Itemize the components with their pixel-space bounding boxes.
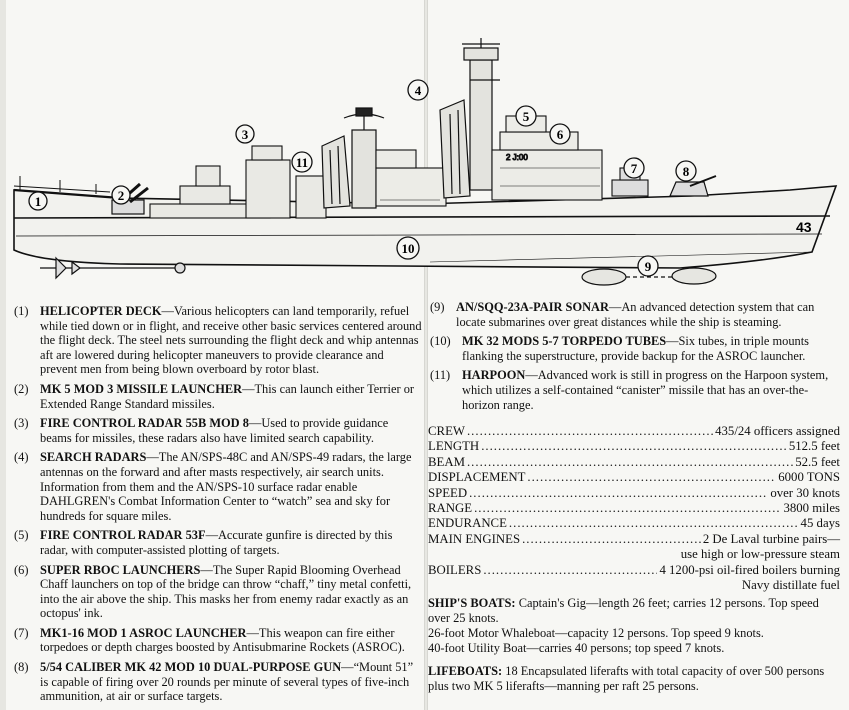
spec-row-boilers	[428, 563, 840, 578]
item-title: SEARCH RADARS	[40, 450, 147, 465]
callout-10	[397, 237, 419, 259]
spec-row-displacement	[428, 470, 840, 485]
spec-row-range	[428, 501, 840, 516]
spec-label: RANGE	[428, 501, 473, 516]
boats-section	[428, 596, 840, 694]
ship-profile-drawing	[0, 0, 849, 300]
spec-row-main-engines	[428, 532, 840, 547]
item-description: —The AN/SPS-48C and AN/SPS-49 radars, the large antennas on the forward and after masts respectively, air search units. Information from them and the AN/SPS-10 surface radar enable DAHLGREN's Combat Information Center to “watch” sea and sky for hundreds for square miles.	[40, 450, 412, 523]
svg-text:9: 9	[644, 259, 652, 274]
callout-3	[236, 125, 254, 143]
legend-item-asroc-launcher	[14, 626, 422, 655]
legend-item-fire-control-radar-53f	[14, 528, 422, 557]
item-description: —Accurate gunfire is directed by this radar, with computer-assisted plotting of targets.	[40, 528, 393, 557]
svg-text:10: 10	[401, 241, 415, 256]
spec-value: 3800 miles	[783, 501, 840, 516]
callout-6	[550, 124, 570, 144]
item-title: 5/54 CALIBER MK 42 MOD 10 DUAL-PURPOSE GUN	[40, 660, 342, 675]
callout-4	[408, 80, 428, 100]
item-title: FIRE CONTROL RADAR 53F	[40, 528, 206, 543]
callout-7	[624, 158, 644, 178]
legend-left-column	[14, 304, 422, 709]
legend-item-fire-control-radar-55b	[14, 416, 422, 445]
legend-item-dual-purpose-gun	[14, 660, 422, 704]
item-title: MK 5 MOD 3 MISSILE LAUNCHER	[40, 381, 243, 396]
spec-label: BOILERS	[428, 562, 482, 577]
ships-boats-line-1: SHIP'S BOATS: Captain's Gig—length 26 feet; carries 12 persons. Top speed over 25 knots.	[428, 596, 819, 625]
spec-row-endurance	[428, 516, 840, 531]
hull-number: 43	[796, 219, 812, 235]
item-number: (5)	[14, 528, 29, 543]
svg-text:4: 4	[414, 83, 422, 98]
item-number: (9)	[430, 300, 445, 314]
spec-row-length	[428, 439, 840, 454]
item-number: (2)	[14, 381, 29, 396]
stack-aft	[322, 136, 350, 208]
item-number: (8)	[14, 660, 29, 675]
svg-text:6: 6	[556, 127, 564, 142]
spec-label: DISPLACEMENT	[428, 470, 526, 485]
spec-label: SPEED	[428, 485, 468, 500]
item-title: MK1-16 MOD 1 ASROC LAUNCHER	[40, 625, 247, 640]
spec-label: ENDURANCE	[428, 516, 507, 531]
spec-value: 45 days	[800, 516, 840, 531]
item-number: (4)	[14, 450, 29, 465]
item-description: —“Mount 51” is capable of firing over 20 rounds per minute of several types of five-inch ammunition, at air or surface targets.	[40, 660, 414, 704]
item-number: (7)	[14, 625, 29, 640]
spec-label: MAIN ENGINES	[428, 531, 521, 546]
spec-label: BEAM	[428, 454, 465, 469]
item-title: FIRE CONTROL RADAR 55B MOD 8	[40, 416, 249, 431]
legend-item-search-radars	[14, 450, 422, 523]
stack-forward	[440, 100, 470, 198]
legend-item-super-rboc-launchers	[14, 563, 422, 621]
spec-label: CREW	[428, 424, 465, 438]
item-description: —An advanced detection system that can locate submarines over great distances while the ship is steaming.	[456, 300, 815, 329]
bridge-superstructure	[492, 116, 602, 200]
legend-item-helicopter-deck	[14, 304, 422, 377]
svg-text:11: 11	[295, 155, 309, 170]
callout-11	[292, 152, 312, 172]
item-title: MK 32 MODS 5-7 TORPEDO TUBES	[462, 334, 667, 349]
item-title: SUPER RBOC LAUNCHERS	[40, 562, 201, 577]
item-title: HARPOON	[462, 368, 526, 383]
spec-value: 6000 TONS	[778, 470, 840, 485]
spec-row-speed	[428, 486, 840, 501]
callout-5	[516, 106, 536, 126]
spec-extra-boilers: Navy distillate fuel	[741, 578, 840, 593]
midship-superstructure	[376, 150, 446, 206]
spec-value: 2 De Laval turbine pairs—	[702, 531, 840, 546]
svg-text:2: 2	[117, 188, 125, 203]
spec-extra-main-engines: use high or low-pressure steam	[680, 547, 840, 562]
lifeboats-text: LIFEBOATS: 18 Encapsulated liferafts with total capacity of over 500 persons plus two MK 5 liferafts—manning per raft 25 persons.	[428, 664, 825, 693]
legend-right-column	[430, 300, 840, 417]
legend-item-torpedo-tubes	[430, 334, 840, 363]
item-number: (1)	[14, 304, 29, 318]
callout-8	[676, 161, 696, 181]
spec-value: over 30 knots	[770, 485, 840, 500]
item-description: —This can launch either Terrier or Extended Range Standard missiles.	[40, 381, 415, 411]
ships-boats-line-2: 26-foot Motor Whaleboat—capacity 12 persons. Top speed 9 knots.	[428, 626, 764, 640]
item-description: —Various helicopters can land temporarily, refuel while tied down or in flight, and receive other basic services centered around the flight deck. The steel nets surrounding the flight deck and whip antennas aft are lowered during helicopter maneuvers to provide clearance and prevent men from being blown overboard by rotor blast.	[40, 304, 422, 377]
spec-value: 52.5 feet	[795, 454, 840, 469]
item-description: —The Super Rapid Blooming Overhead Chaff launchers on top of the bridge can throw “chaff,” tiny metal confetti, into the air above the ship. This masks her from enemy radar exactly as an octopus' ink.	[40, 562, 412, 621]
callout-9	[638, 256, 658, 276]
legend-item-sonar	[430, 300, 840, 329]
callout-1	[29, 192, 47, 210]
spec-row-crew	[428, 424, 840, 439]
svg-text:3: 3	[241, 127, 249, 142]
item-description: —This weapon can fire either torpedoes or depth charges boosted by Antisubmarine Rockets (ASROC).	[40, 625, 405, 655]
svg-text:1: 1	[34, 194, 42, 209]
svg-text:7: 7	[630, 161, 638, 176]
item-number: (6)	[14, 562, 29, 577]
item-number: (11)	[430, 368, 451, 383]
item-title: HELICOPTER DECK	[40, 304, 162, 318]
lifeboats-label: LIFEBOATS:	[428, 664, 503, 678]
item-description: —Used to provide guidance beams for missiles, these radars also have limited search capability.	[40, 416, 389, 445]
spec-value: 435/24 officers assigned	[715, 424, 840, 438]
ships-boats-line-3: 40-foot Utility Boat—carries 40 persons; top speed 7 knots.	[428, 641, 725, 655]
svg-text:5: 5	[522, 109, 530, 124]
legend-item-harpoon	[430, 368, 840, 412]
item-description: —Advanced work is still in progress on the Harpoon system, which utilizes a self-contained “canister” missile that has an over-the-horizon range.	[462, 368, 829, 412]
callout-2	[112, 186, 130, 204]
legend-item-missile-launcher	[14, 382, 422, 411]
spec-row-beam	[428, 455, 840, 470]
svg-text:2 J:00: 2 J:00	[506, 153, 528, 162]
ship-specifications	[428, 424, 840, 593]
spec-value: 512.5 feet	[788, 439, 840, 454]
item-description: —Six tubes, in triple mounts flanking the superstructure, provide backup for the ASROC launcher.	[462, 334, 809, 363]
spec-label: LENGTH	[428, 439, 480, 454]
item-number: (10)	[430, 334, 451, 349]
spec-value: 4 1200-psi oil-fired boilers burning	[659, 562, 840, 577]
ships-boats-label: SHIP'S BOATS:	[428, 596, 516, 610]
item-number: (3)	[14, 416, 29, 431]
item-title: AN/SQQ-23A-PAIR SONAR	[456, 300, 609, 314]
svg-text:8: 8	[682, 164, 690, 179]
